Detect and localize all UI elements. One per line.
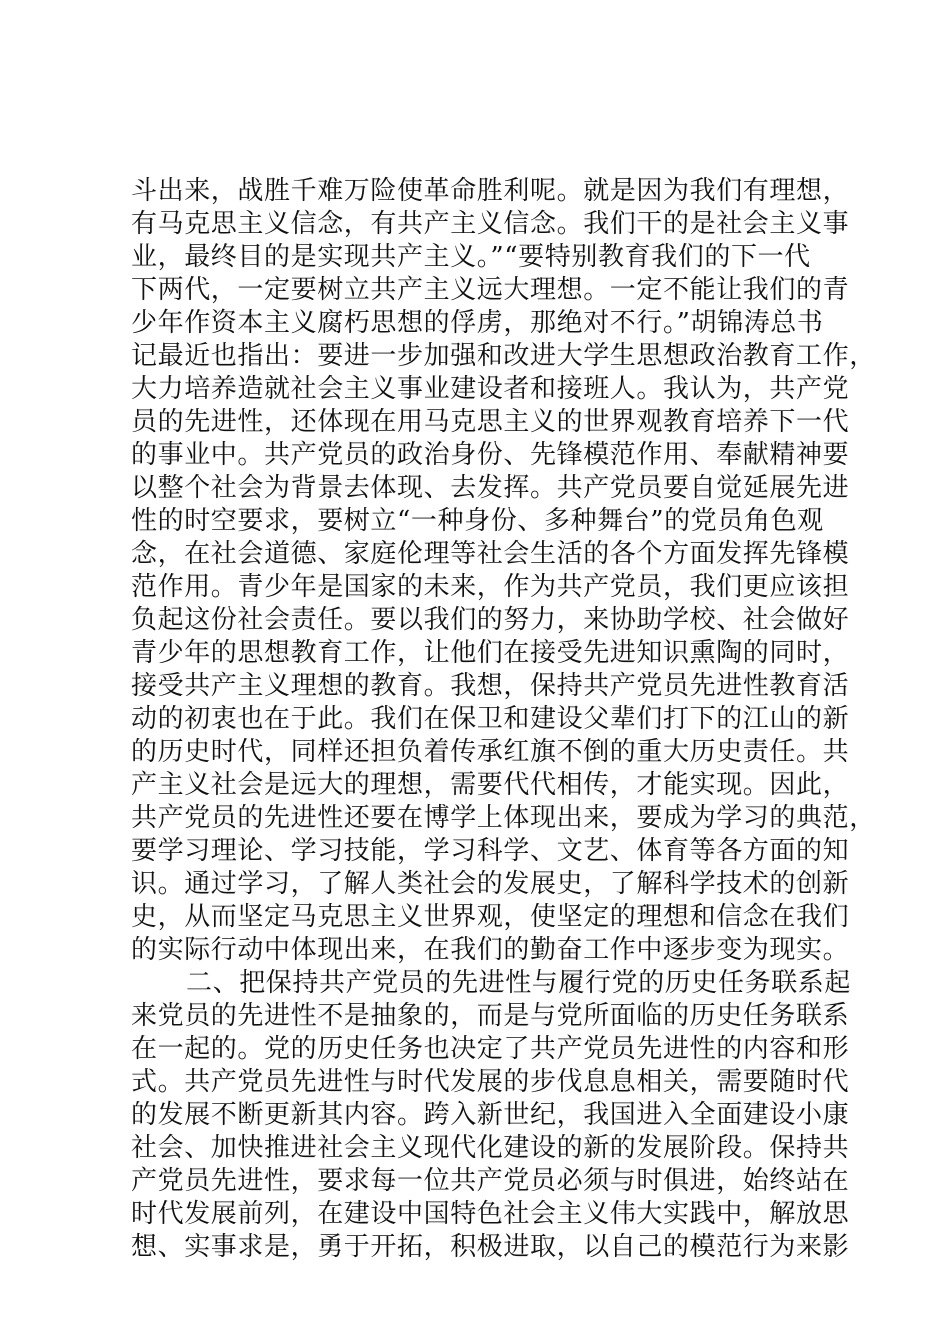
text-line: 有马克思主义信念，有共产主义信念。我们干的是社会主义事 — [131, 209, 850, 239]
text-line: 范作用。青少年是国家的未来，作为共产党员，我们更应该担 — [131, 572, 850, 602]
text-line: 下两代，一定要树立共产主义远大理想。一定不能让我们的青 — [131, 275, 850, 305]
text-line: 的历史时代，同样还担负着传承红旗不倒的重大历史责任。共 — [131, 737, 850, 767]
text-line: 员的先进性，还体现在用马克思主义的世界观教育培养下一代 — [131, 407, 850, 437]
text-line: 想、实事求是，勇于开拓，积极进取，以自己的模范行为来影 — [131, 1232, 850, 1262]
text-line: 动的初衷也在于此。我们在保卫和建设父辈们打下的江山的新 — [131, 704, 850, 734]
text-line: 的事业中。共产党员的政治身份、先锋模范作用、奉献精神要 — [131, 440, 850, 470]
text-line: 少年作资本主义腐朽思想的俘虏，那绝对不行。”胡锦涛总书 — [131, 308, 824, 338]
text-line: 接受共产主义理想的教育。我想，保持共产党员先进性教育活 — [131, 671, 850, 701]
text-line: 记最近也指出：要进一步加强和改进大学生思想政治教育工作， — [131, 341, 876, 371]
text-line: 史，从而坚定马克思主义世界观，使坚定的理想和信念在我们 — [131, 902, 850, 932]
text-line: 式。共产党员先进性与时代发展的步伐息息相关，需要随时代 — [131, 1067, 850, 1097]
body-text — [131, 175, 876, 1264]
text-line: 识。通过学习，了解人类社会的发展史，了解科学技术的创新 — [131, 869, 850, 899]
text-line: 时代发展前列，在建设中国特色社会主义伟大实践中，解放思 — [131, 1199, 850, 1229]
text-line: 产主义社会是远大的理想，需要代代相传，才能实现。因此， — [131, 770, 850, 800]
text-line: 大力培养造就社会主义事业建设者和接班人。我认为，共产党 — [131, 374, 850, 404]
text-line: 在一起的。党的历史任务也决定了共产党员先进性的内容和形 — [131, 1034, 850, 1064]
text-line: 青少年的思想教育工作，让他们在接受先进知识熏陶的同时， — [131, 638, 850, 668]
text-line: 负起这份社会责任。要以我们的努力，来协助学校、社会做好 — [131, 605, 850, 635]
text-line: 来党员的先进性不是抽象的，而是与党所面临的历史任务联系 — [131, 1001, 850, 1031]
text-line: 的发展不断更新其内容。跨入新世纪，我国进入全面建设小康 — [131, 1100, 850, 1130]
text-line: 共产党员的先进性还要在博学上体现出来，要成为学习的典范， — [131, 803, 876, 833]
text-line: 以整个社会为背景去体现、去发挥。共产党员要自觉延展先进 — [131, 473, 850, 503]
text-line: 念，在社会道德、家庭伦理等社会生活的各个方面发挥先锋模 — [131, 539, 850, 569]
text-line: 业，最终目的是实现共产主义。”“要特别教育我们的下一代 — [131, 242, 811, 272]
text-line: 的实际行动中体现出来，在我们的勤奋工作中逐步变为现实。 — [131, 935, 850, 965]
text-line: 产党员先进性，要求每一位共产党员必须与时俱进，始终站在 — [131, 1166, 850, 1196]
text-line: 要学习理论、学习技能，学习科学、文艺、体育等各方面的知 — [131, 836, 850, 866]
text-line: 斗出来，战胜千难万险使革命胜利呢。就是因为我们有理想， — [131, 176, 850, 206]
text-line: 社会、加快推进社会主义现代化建设的新的发展阶段。保持共 — [131, 1133, 850, 1163]
text-line: 性的时空要求，要树立“一种身份、多种舞台”的党员角色观 — [131, 506, 824, 536]
section-heading-line: 二、把保持共产党员的先进性与履行党的历史任务联系起 — [186, 968, 852, 998]
